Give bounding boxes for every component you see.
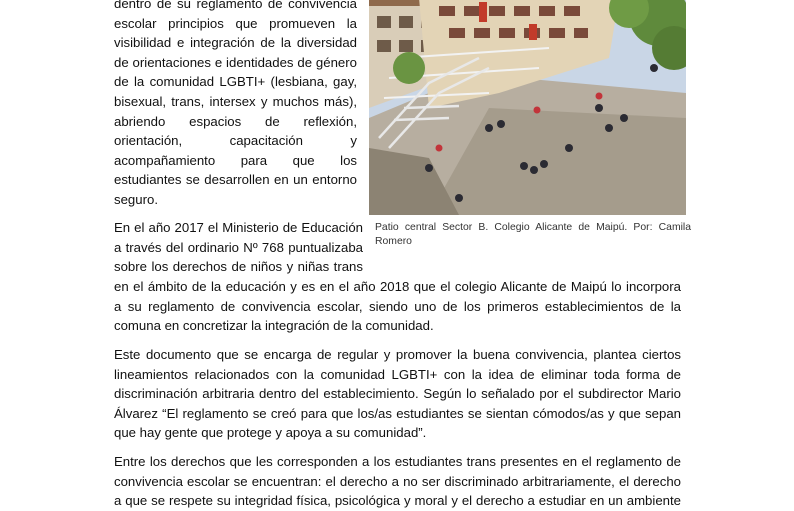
text-line: acompañamiento para que los: [114, 152, 357, 168]
text-line: escolar principios que promueven la: [114, 15, 357, 31]
text-line: convivencia escolar se encuentran: el derecho a no ser discriminado arbitrariamente, el derecho: [114, 473, 681, 489]
text-line: a su reglamento de convivencia escolar, siendo uno de los primeros establecimientos de la: [114, 298, 681, 314]
text-line: Este documento que se encarga de regular y promover la buena convivencia, plantea ciertos: [114, 347, 681, 362]
text-line: dentro de su reglamento de convivencia: [114, 0, 357, 11]
text-line: bisexual, trans, intersex y muchos más),: [114, 93, 357, 109]
text-line: en el ámbito de la educación y es en el año 2018 que el colegio Alicante de Maipú lo incorpora: [114, 279, 681, 294]
text-line: discriminación arbitraria dentro del establecimiento. Según lo señalado por el subdirector Mario: [114, 386, 681, 402]
text-line: visibilidad e integración de la diversidad: [114, 35, 357, 51]
text-line: orientación, capacitación y: [114, 133, 357, 149]
text-line: abriendo espacios de reflexión,: [114, 113, 357, 129]
photo-caption: Patio central Sector B. Colegio Alicante de Maipú. Por: Camila Romero: [375, 222, 691, 247]
text-line: a través del ordinario Nº 768 puntualizaba: [114, 239, 363, 255]
text-line: de la comunidad LGBTI+ (lesbiana, gay,: [114, 74, 357, 90]
text-line: Entre los derechos que les corresponden a los estudiantes trans presentes en el reglamento de: [114, 454, 681, 469]
text-line: que hay gente que protege y apoya a su comunidad”.: [114, 425, 427, 441]
paragraph-ministry-wide: [114, 277, 681, 336]
paragraph-reglamento: [114, 345, 681, 443]
text-line: Álvarez “El reglamento se creó para que los/as estudiantes se sientan cómodos/as y que sepan: [114, 405, 681, 421]
text-line: sobre los derechos de niños y niñas trans: [114, 259, 363, 275]
text-line: En el año 2017 el Ministerio de Educación: [114, 220, 363, 235]
paragraph-derechos: [114, 452, 681, 511]
paragraph-ministry-narrow: [114, 218, 363, 277]
text-line: seguro.: [114, 191, 158, 207]
text-line: comuna en concretizar la integración de la comunidad.: [114, 318, 434, 334]
text-line: a que se respete su integridad física, psicológica y moral y el derecho a estudiar en un ambiente: [114, 493, 681, 509]
text-line: estudiantes se desarrollen en un entorno: [114, 172, 357, 188]
paragraph-intro: [114, 0, 357, 210]
text-line: de orientaciones e identidades de género: [114, 54, 357, 70]
text-line: lineamientos relacionados con la comunidad LGBTI+ con la idea de eliminar toda forma de: [114, 366, 681, 382]
courtyard-photo: [369, 0, 686, 215]
